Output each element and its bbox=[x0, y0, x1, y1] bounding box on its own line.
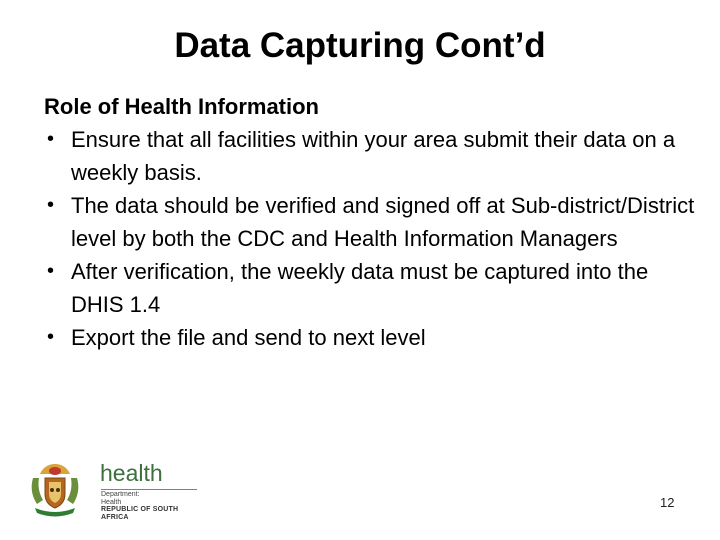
logo-department-line1: Department: bbox=[101, 491, 140, 498]
logo-department bbox=[101, 491, 140, 507]
bullet-text: Ensure that all facilities within your area submit their data on a weekly basis. bbox=[71, 127, 676, 185]
bullet-icon: • bbox=[47, 326, 55, 348]
logo-country: REPUBLIC OF SOUTH AFRICA bbox=[101, 506, 179, 521]
slide-number: 12 bbox=[660, 495, 675, 510]
bullet-icon: • bbox=[47, 128, 55, 150]
slide-content bbox=[44, 90, 704, 354]
bullet-text: After verification, the weekly data must be captured into the DHIS 1.4 bbox=[71, 259, 649, 317]
coat-of-arms-icon bbox=[25, 460, 85, 518]
section-subheading: Role of Health Information bbox=[44, 94, 319, 119]
department-of-health-logo bbox=[20, 458, 206, 520]
bullet-item bbox=[44, 321, 704, 354]
logo-divider bbox=[101, 489, 197, 490]
bullet-list bbox=[44, 123, 704, 354]
logo-wordmark: health bbox=[100, 460, 163, 486]
slide-title: Data Capturing Cont’d bbox=[174, 26, 546, 65]
logo-department-line2: Health bbox=[101, 499, 122, 506]
bullet-text: The data should be verified and signed off at Sub-district/District level by both the CDC and Health Information Managers bbox=[71, 193, 695, 251]
bullet-item bbox=[44, 189, 704, 255]
bullet-item bbox=[44, 255, 704, 321]
bullet-item bbox=[44, 123, 704, 189]
bullet-text: Export the file and send to next level bbox=[71, 325, 426, 350]
bullet-icon: • bbox=[47, 194, 55, 216]
bullet-icon: • bbox=[47, 260, 55, 282]
